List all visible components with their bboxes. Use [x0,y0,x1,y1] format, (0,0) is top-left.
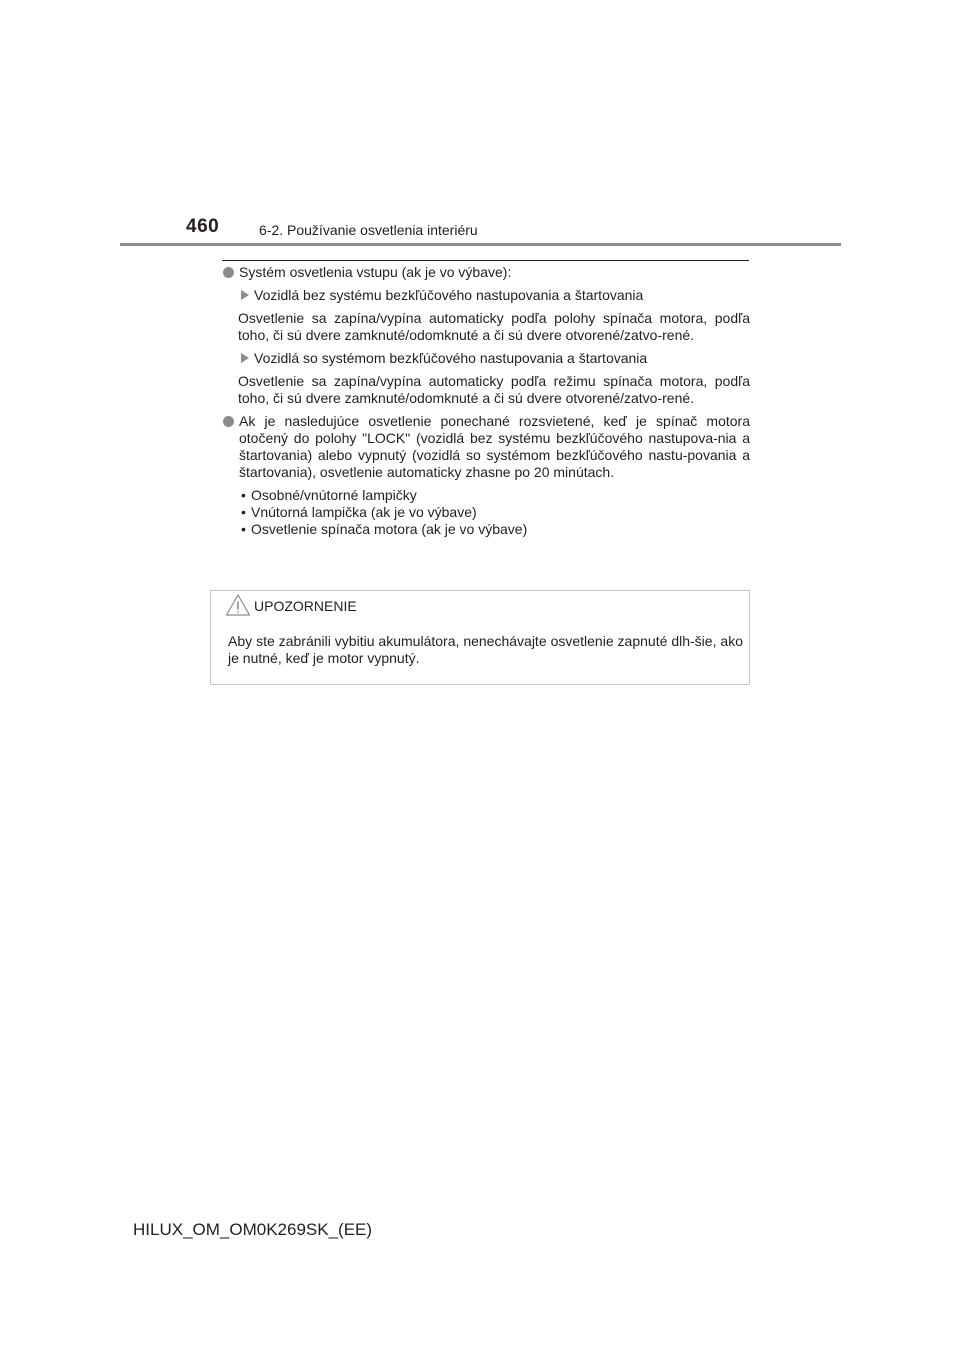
paragraph-without-keyless: Osvetlenie sa zapína/vypína automaticky podľa polohy spínača motora, podľa toho, či sú dvere zamknuté/odomknuté a či sú dvere otvorené/zatvo-rené. [238,310,750,343]
bullet-entry-lighting [222,264,750,281]
list-item-text: Vnútorná lampička (ak je vo výbave) [251,504,477,520]
list-item [238,521,750,538]
triangle-arrow-icon [241,290,249,300]
small-dot-icon: • [241,487,246,503]
small-dot-icon: • [241,504,246,520]
section-title: 6-2. Používanie osvetlenia interiéru [259,222,478,238]
warning-triangle-icon [225,593,251,622]
page-number: 460 [186,216,220,237]
sub-heading-text: Vozidlá so systémom bezkľúčového nastupovania a štartovania [254,350,648,366]
list-item [238,487,750,504]
header-rule [120,243,841,246]
bullet-dot-icon [223,267,234,278]
warning-text: Aby ste zabránili vybitiu akumulátora, nenechávajte osvetlenie zapnuté dlh-šie, ako je nutné, keď je motor vypnutý. [228,633,743,666]
sub-heading-without-keyless [222,287,750,304]
warning-box [210,590,750,685]
small-dot-icon: • [241,521,246,537]
bullet-dot-icon [223,416,234,427]
bullet-auto-off [222,413,750,481]
list-item-text: Osobné/vnútorné lampičky [251,487,417,503]
bullet-text: Ak je nasledujúce osvetlenie ponechané rozsvietené, keď je spínač motora otočený do polohy "LOCK" (vozidlá bez systému bezkľúčového nastupova-nia a štartovania) alebo vypnutý (vozidlá so systémom bezkľúčového nastu-povania a štartovania), osvetlenie automaticky zhasne po 20 minútach. [239,413,750,480]
lighting-list [222,487,750,538]
paragraph-with-keyless: Osvetlenie sa zapína/vypína automaticky podľa režimu spínača motora, podľa toho, či sú dvere zamknuté/odomknuté a či sú dvere otvorené/zatvo-rené. [238,373,750,406]
document-code-footer: HILUX_OM_OM0K269SK_(EE) [133,1220,373,1239]
list-item-text: Osvetlenie spínača motora (ak je vo výbave) [251,521,528,537]
sub-heading-text: Vozidlá bez systému bezkľúčového nastupovania a štartovania [254,287,644,303]
main-content [222,264,750,538]
sub-heading-with-keyless [222,350,750,367]
warning-title: UPOZORNENIE [254,598,357,614]
bullet-title: Systém osvetlenia vstupu (ak je vo výbave): [239,264,512,280]
list-item [238,504,750,521]
content-top-rule [222,260,749,261]
triangle-arrow-icon [241,353,249,363]
